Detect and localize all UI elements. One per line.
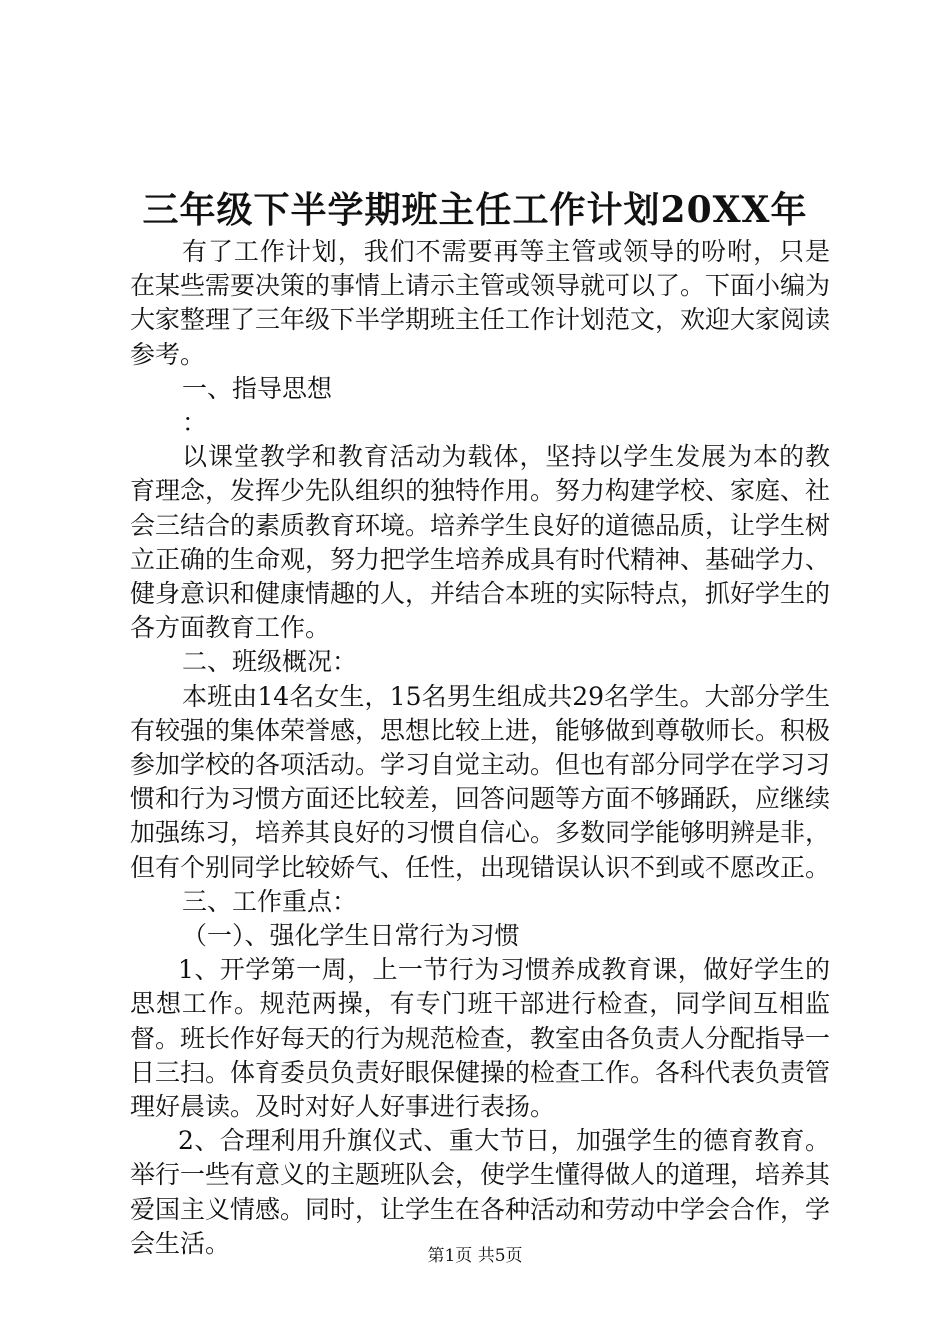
section-heading-work-focus: 三、工作重点： xyxy=(182,886,358,916)
section-heading-class-overview: 二、班级概况： xyxy=(182,647,358,677)
document-body xyxy=(130,235,830,1261)
item-1-paragraph: 1、开学第一周，上一节行为习惯养成教育课，做好学生的思想工作。规范两操，有专门班干部进行检查，同学间互相监督。班长作好每天的行为规范检查，教室由各负责人分配指导一日三扫。体育委员负责好眼保健操的检查工作。各科代表负责管理好晨读。及时对好人好事进行表扬。 xyxy=(130,955,831,1122)
class-overview-paragraph: 本班由14名女生，15名男生组成共29名学生。大部分学生有较强的集体荣誉感，思想比较上进，能够做到尊敬师长。积极参加学校的各项活动。学习自觉主动。但也有部分同学在学习习惯和行为习惯方面还比较差，回答问题等方面不够踊跃，应继续加强练习，培养其良好的习惯自信心。多数同学能够明辨是非，但有个别同学比较娇气、任性，出现错误认识不到或不愿改正。 xyxy=(130,681,831,882)
guiding-thought-paragraph: 以课堂教学和教育活动为载体，坚持以学生发展为本的教育理念，发挥少先队组织的独特作用。努力构建学校、家庭、社会三结合的素质教育环境。培养学生良好的道德品质，让学生树立正确的生命观，努力把学生培养成具有时代精神、基础学力、健身意识和健康情趣的人，并结合本班的实际特点，抓好学生的各方面教育工作。 xyxy=(130,442,831,643)
item-2-paragraph: 2、合理利用升旗仪式、重大节日，加强学生的德育教育。举行一些有意义的主题班队会，使学生懂得做人的道理，培养其爱国主义情感。同时，让学生在各种活动和劳动中学会合作，学会生活。 xyxy=(130,1126,831,1258)
colon-line: ： xyxy=(182,408,208,438)
intro-paragraph: 有了工作计划，我们不需要再等主管或领导的吩咐，只是在某些需要决策的事情上请示主管或领导就可以了。下面小编为大家整理了三年级下半学期班主任工作计划范文，欢迎大家阅读参考。 xyxy=(130,237,831,369)
section-heading-guiding-thought: 一、指导思想 xyxy=(182,373,333,403)
page-number-footer: 第1页 共5页 xyxy=(427,1246,523,1266)
document-title: 三年级下半学期班主任工作计划20XX年 xyxy=(142,189,808,231)
subsection-heading-daily-habits: （一）、强化学生日常行为习惯 xyxy=(182,921,520,951)
